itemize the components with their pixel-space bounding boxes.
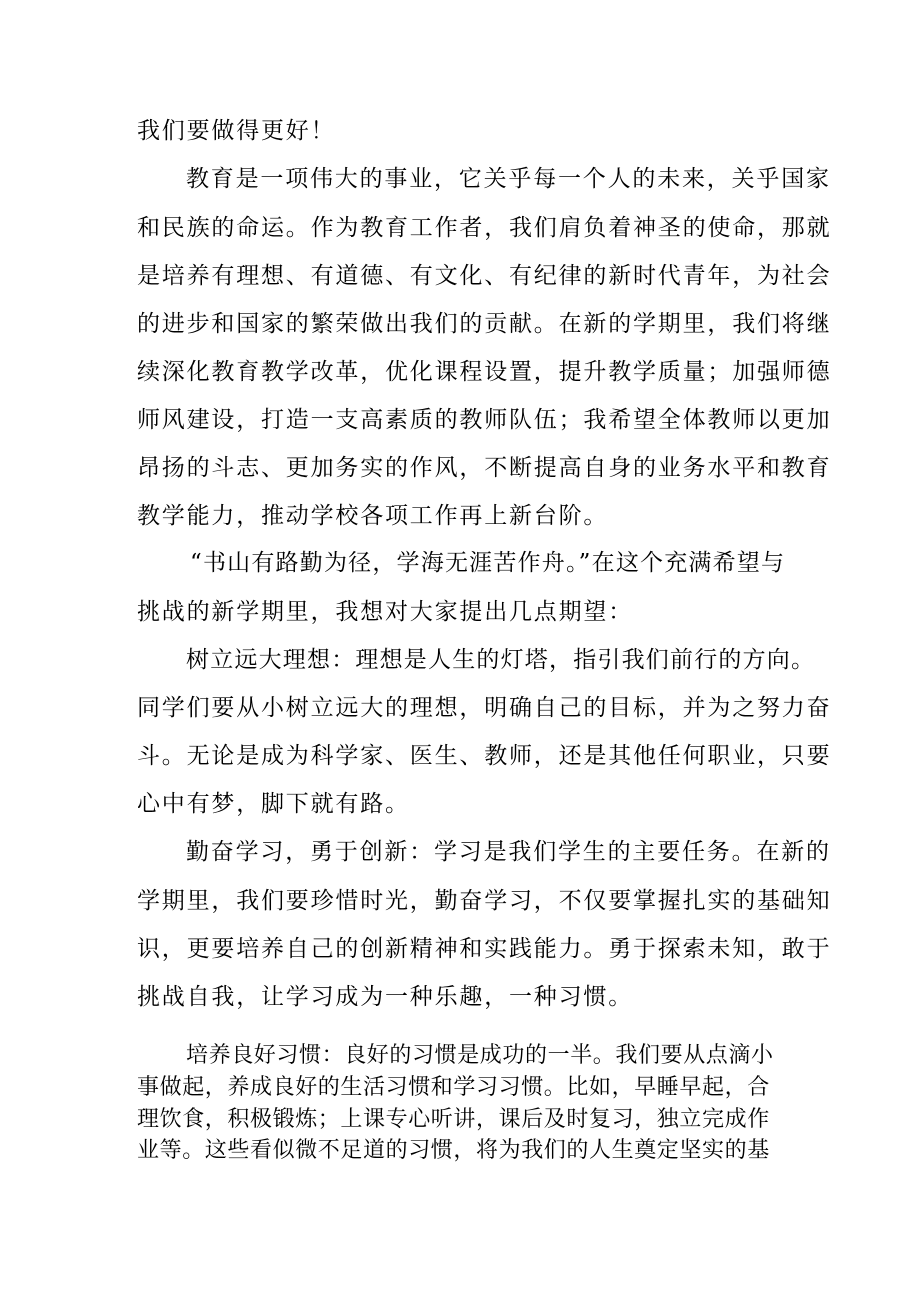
paragraph-first-line: 树立远大理想：理想是人生的灯塔，指引我们前行的方向。: [186, 647, 816, 673]
paragraph-first-line: 勤奋学习，勇于创新：学习是我们学生的主要任务。在新的: [186, 839, 831, 865]
text-line: 是培养有理想、有道德、有文化、有纪律的新时代青年，为社会: [137, 263, 832, 289]
text-line: 的进步和国家的繁荣做出我们的贡献。在新的学期里，我们将继: [137, 311, 832, 337]
text-line: 同学们要从小树立远大的理想，明确自己的目标，并为之努力奋: [137, 695, 832, 721]
text-line: 理饮食，积极锻炼；上课专心听讲，课后及时复习，独立完成作: [137, 1107, 770, 1132]
paragraph-first-line: 培养良好习惯：良好的习惯是成功的一半。我们要从点滴小: [186, 1043, 774, 1068]
text-line: 事做起，养成良好的生活习惯和学习习惯。比如，早睡早起，合: [137, 1075, 770, 1100]
text-line: 挑战自我，让学习成为一种乐趣，一种习惯。: [137, 984, 633, 1010]
quote-line: “书山有路勤为径，学海无涯苦作舟。”在这个充满希望与: [190, 550, 786, 576]
text-line: 师风建设，打造一支高素质的教师队伍；我希望全体教师以更加: [137, 407, 832, 433]
text-line: 心中有梦，脚下就有路。: [137, 791, 410, 817]
paragraph-first-line: 教育是一项伟大的事业，它关乎每一个人的未来，关乎国家: [186, 166, 831, 192]
text-line: 昂扬的斗志、更加务实的作风，不断提高自身的业务水平和教育: [137, 455, 832, 481]
text-line: 续深化教育教学改革，优化课程设置，提升教学质量；加强师德: [137, 359, 832, 385]
text-line: 我们要做得更好！: [137, 118, 336, 144]
text-line: 学期里，我们要珍惜时光，勤奋学习，不仅要掌握扎实的基础知: [137, 888, 832, 914]
text-line: 和民族的命运。作为教育工作者，我们肩负着神圣的使命，那就: [137, 215, 832, 241]
text-line: 教学能力，推动学校各项工作再上新台阶。: [137, 503, 609, 529]
text-line: 斗。无论是成为科学家、医生、教师，还是其他任何职业，只要: [137, 743, 832, 769]
text-line: 业等。这些看似微不足道的习惯，将为我们的人生奠定坚实的基: [137, 1138, 770, 1163]
text-line: 识，更要培养自己的创新精神和实践能力。勇于探索未知，敢于: [137, 936, 832, 962]
text-line: 挑战的新学期里，我想对大家提出几点期望：: [137, 599, 633, 625]
